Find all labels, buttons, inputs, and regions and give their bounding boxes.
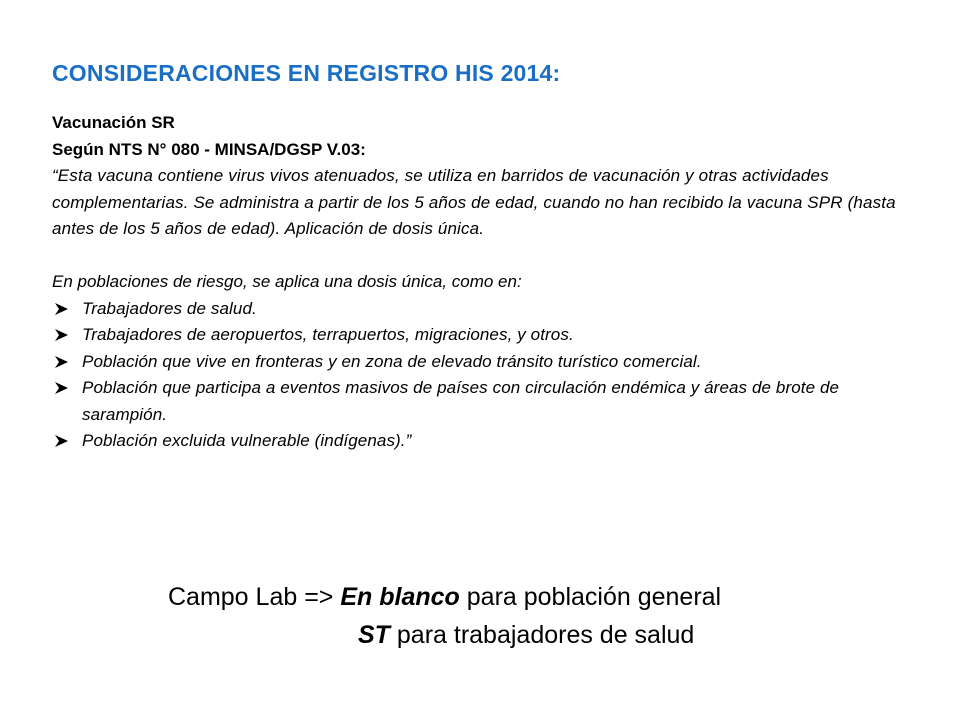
list-item	[52, 375, 912, 428]
arrow-bullet-icon	[52, 322, 70, 349]
body-text	[52, 110, 912, 455]
quote-paragraph: “Esta vacuna contiene virus vivos atenuados, se utiliza en barridos de vacunación y otras actividades complementarias. Se administra a partir de los 5 años de edad, cuando no han recibido la vacuna SPR (hasta antes de los 5 años de edad). Aplicación de dosis única.	[52, 166, 896, 238]
campo-lab-prefix: Campo Lab =>	[168, 583, 341, 611]
list-item	[52, 322, 912, 349]
campo-lab-desc-health: para trabajadores de salud	[389, 621, 695, 649]
campo-lab-desc-general: para población general	[459, 583, 722, 611]
list-item-text: Población excluida vulnerable (indígenas).”	[82, 431, 412, 450]
campo-lab-code-blank: En blanco	[340, 583, 460, 611]
campo-lab-line-2	[168, 616, 721, 654]
page-title: CONSIDERACIONES EN REGISTRO HIS 2014:	[52, 60, 561, 86]
list-item-text: Población que participa a eventos masivos de países con circulación endémica y áreas de brote de sarampión.	[82, 378, 840, 424]
campo-lab-line-1	[168, 578, 721, 616]
arrow-bullet-icon	[52, 349, 70, 376]
list-item-text: Trabajadores de salud.	[82, 298, 257, 318]
list-item	[52, 428, 912, 455]
campo-lab-code-st: ST	[358, 621, 390, 649]
campo-lab-note	[168, 578, 721, 654]
arrow-bullet-icon	[52, 428, 70, 455]
list-item-text: Trabajadores de aeropuertos, terrapuertos, migraciones, y otros.	[82, 325, 574, 344]
spacer	[52, 243, 912, 270]
risk-intro: En poblaciones de riesgo, se aplica una dosis única, como en:	[52, 272, 522, 291]
arrow-bullet-icon	[52, 296, 70, 323]
section-heading: Vacunación SR	[52, 113, 175, 132]
risk-population-list	[52, 296, 912, 455]
arrow-bullet-icon	[52, 375, 70, 402]
list-item	[52, 349, 912, 376]
list-item	[52, 296, 912, 323]
list-item-text: Población que vive en fronteras y en zona de elevado tránsito turístico comercial.	[82, 351, 702, 371]
norm-reference: Según NTS N° 080 - MINSA/DGSP V.03:	[52, 139, 366, 159]
